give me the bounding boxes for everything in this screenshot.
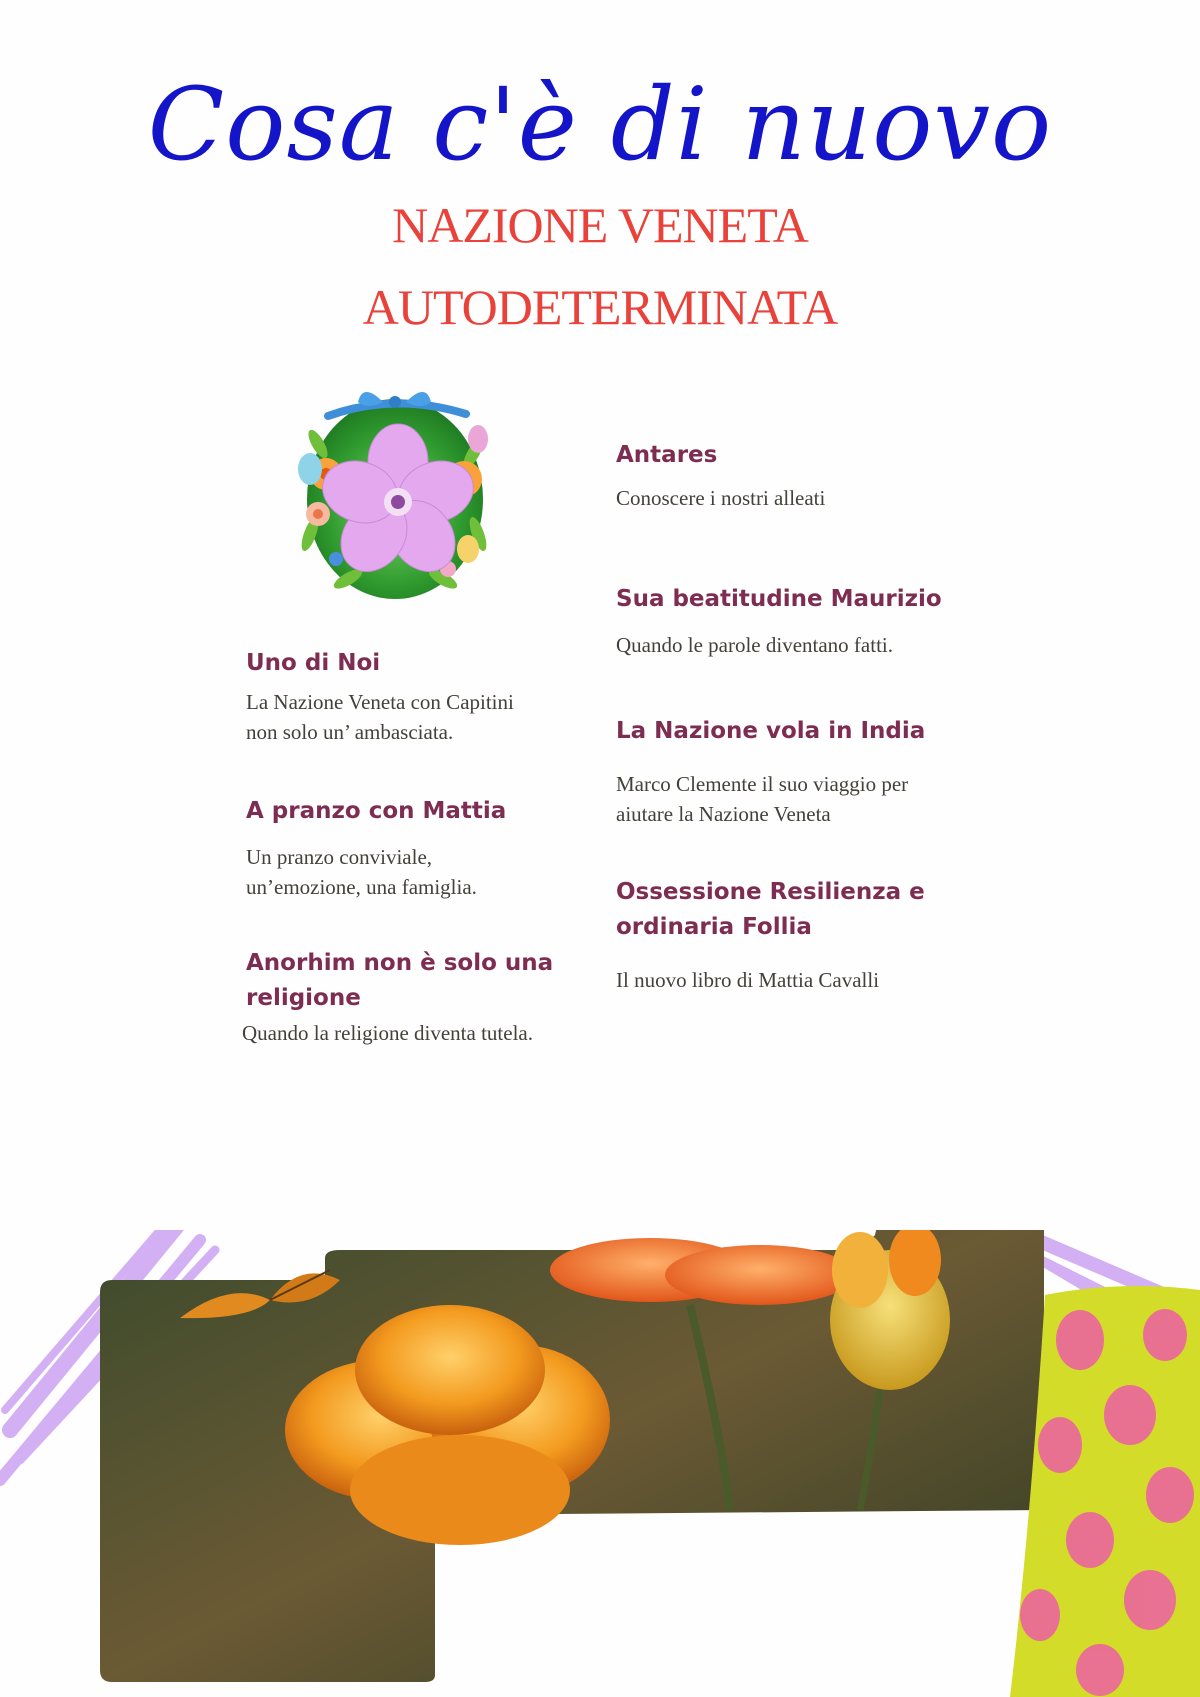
page-subtitle-line1: NAZIONE VENETA: [392, 197, 808, 253]
bottom-decoration: [0, 1230, 1200, 1697]
article-text: La Nazione Veneta con Capitini: [246, 690, 514, 714]
article-text: Un pranzo conviviale,: [246, 845, 433, 869]
article-antares: [616, 438, 976, 513]
article-text: un’emozione, una famiglia.: [246, 875, 477, 899]
article-title-line2: ordinaria Follia: [616, 914, 812, 940]
article-maurizio: [616, 582, 976, 660]
page-title: Cosa c'è di nuovo: [147, 66, 1053, 183]
article-text: Conoscere i nostri alleati: [616, 486, 826, 510]
flower-photo: [100, 1230, 1044, 1682]
article-title: Antares: [616, 442, 718, 468]
page-subtitle-line2: AUTODETERMINATA: [362, 279, 838, 335]
article-india: [616, 714, 976, 829]
article-text: aiutare la Nazione Veneta: [616, 802, 831, 826]
article-title-line2: religione: [246, 985, 361, 1011]
article-title-line1: Anorhim non è solo una: [246, 950, 554, 976]
article-title: A pranzo con Mattia: [246, 798, 507, 824]
article-text: Il nuovo libro di Mattia Cavalli: [616, 968, 880, 992]
article-ossessione: [616, 875, 976, 995]
article-anorhim: [242, 946, 572, 1048]
article-title: Sua beatitudine Maurizio: [616, 586, 942, 612]
article-title-line1: Ossessione Resilienza e: [616, 879, 925, 905]
article-text: non solo un’ ambasciata.: [246, 720, 454, 744]
floral-egg-illustration: [288, 384, 502, 604]
article-uno-di-noi: [246, 646, 576, 747]
article-text: Quando la religione diventa tutela.: [242, 1021, 533, 1045]
article-title: La Nazione vola in India: [616, 718, 926, 744]
article-text: Marco Clemente il suo viaggio per: [616, 772, 909, 796]
article-title: Uno di Noi: [246, 650, 381, 676]
article-text: Quando le parole diventano fatti.: [616, 633, 893, 657]
article-pranzo-mattia: [246, 794, 576, 902]
